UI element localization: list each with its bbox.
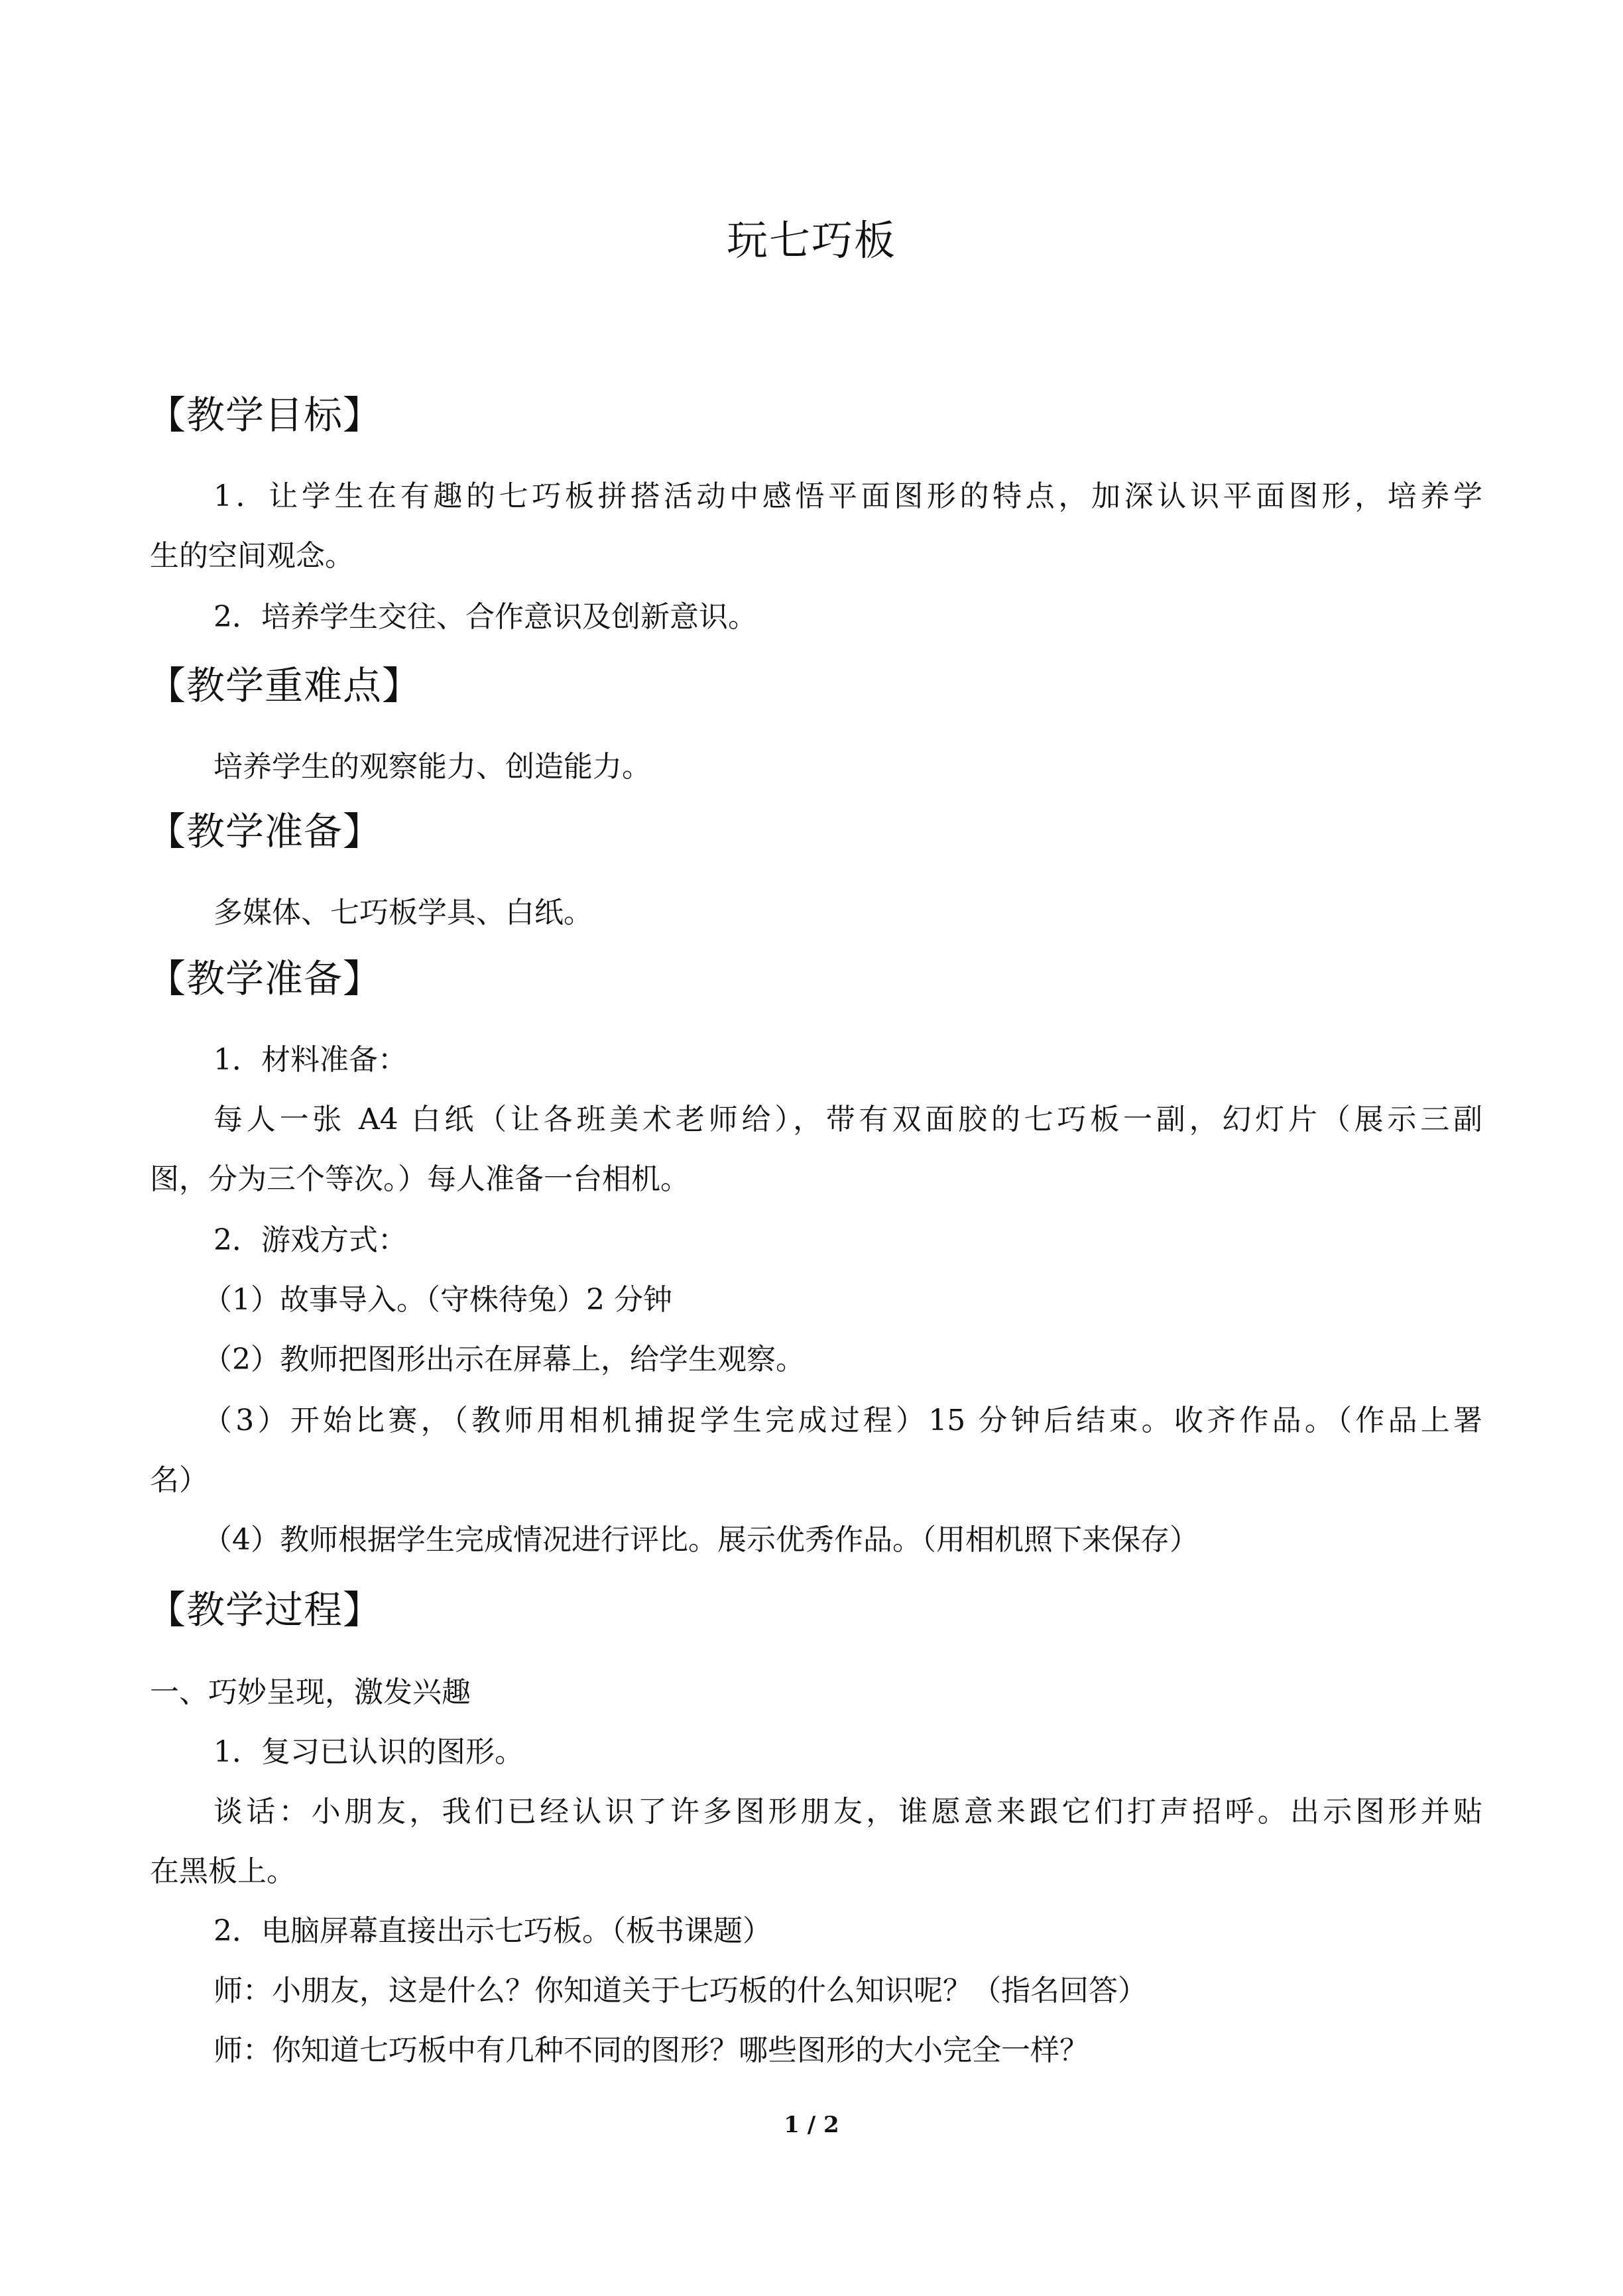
game-step-4: （4）教师根据学生完成情况进行评比。展示优秀作品。（用相机照下来保存）	[203, 1523, 1199, 1557]
preparation-text: 多媒体、七巧板学具、白纸。	[213, 896, 593, 930]
objective-1-line-1: 1．让学生在有趣的七巧板拼搭活动中感悟平面图形的特点，加深认识平面图形，培养学	[213, 479, 1482, 513]
objective-1-line-2: 生的空间观念。	[150, 539, 354, 573]
material-detail-line-1: 每人一张 A4 白纸（让各班美术老师给），带有双面胶的七巧板一副，幻灯片（展示三副	[213, 1103, 1482, 1136]
objective-2: 2．培养学生交往、合作意识及创新意识。	[213, 600, 757, 634]
process-item-2: 2．电脑屏幕直接出示七巧板。（板书课题）	[213, 1914, 772, 1948]
game-step-1: （1）故事导入。（守株待兔）2 分钟	[203, 1283, 672, 1317]
game-step-3-line-1: （3）开始比赛，（教师用相机捕捉学生完成过程）15 分钟后结束。收齐作品。（作品上署	[203, 1404, 1482, 1437]
game-step-3-line-2: 名）	[150, 1463, 208, 1497]
heading-preparation-2: 【教学准备】	[147, 956, 383, 1001]
heading-key-points: 【教学重难点】	[147, 663, 422, 708]
key-points-text: 培养学生的观察能力、创造能力。	[213, 750, 651, 784]
document-title: 玩七巧板	[726, 216, 896, 265]
heading-objectives: 【教学目标】	[147, 393, 383, 438]
material-preparation: 1．材料准备：	[213, 1043, 407, 1077]
game-step-2: （2）教师把图形出示在屏幕上，给学生观察。	[203, 1343, 805, 1376]
process-teacher-2: 师：你知道七巧板中有几种不同的图形？哪些图形的大小完全一样？	[213, 2033, 1089, 2067]
material-detail-line-2: 图，分为三个等次。）每人准备一台相机。	[150, 1162, 690, 1196]
process-teacher-1: 师：小朋友，这是什么？你知道关于七巧板的什么知识呢？（指名回答）	[213, 1974, 1147, 2008]
process-part-1: 一、巧妙呈现，激发兴趣	[150, 1675, 471, 1709]
process-talk-line-2: 在黑板上。	[150, 1854, 296, 1888]
process-item-1: 1．复习已认识的图形。	[213, 1735, 524, 1769]
heading-preparation: 【教学准备】	[147, 809, 383, 854]
heading-process: 【教学过程】	[147, 1587, 383, 1632]
page-number: 1 / 2	[784, 2112, 839, 2138]
process-talk-line-1: 谈话：小朋友，我们已经认识了许多图形朋友，谁愿意来跟它们打声招呼。出示图形并贴	[213, 1795, 1482, 1829]
game-method: 2．游戏方式：	[213, 1223, 407, 1257]
